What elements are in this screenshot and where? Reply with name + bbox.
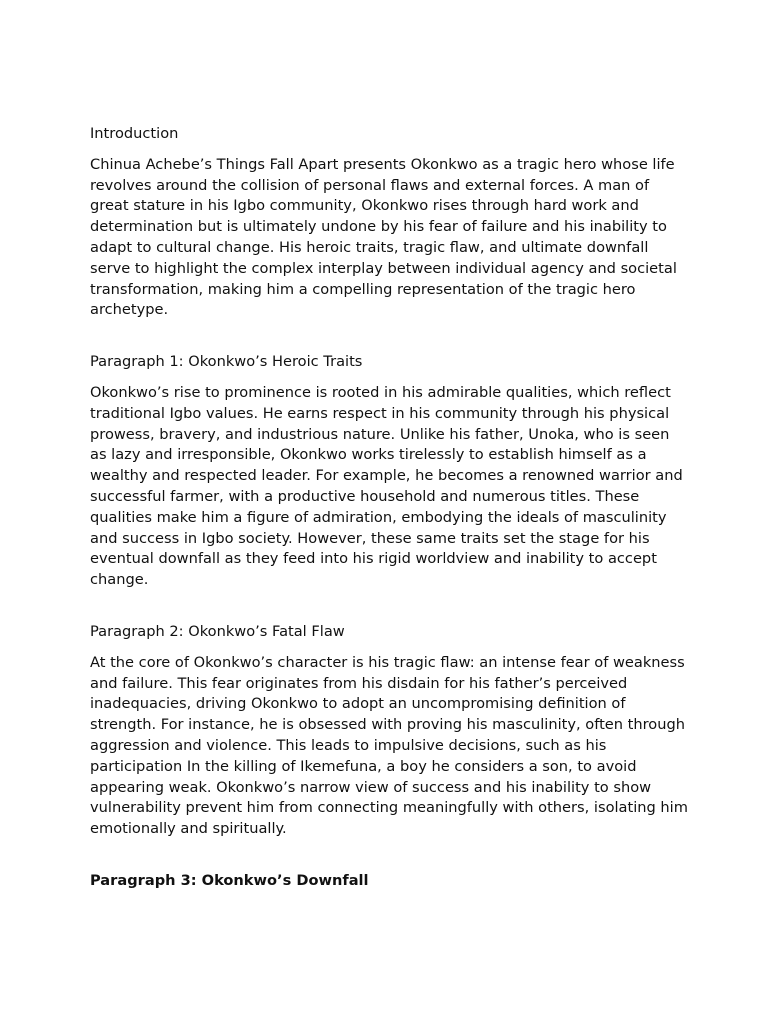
paragraph-1-text: Okonkwo’s rise to prominence is rooted in his admirable qualities, which reflect traditional Igbo values. He earns respect in his community through his physical prowess, bravery, and industrious nature. Unlike his father, Unoka, who is seen as lazy and irresponsible, Okonkwo works tirelessly to establish himself as a wealthy and respected leader. For example, he becomes a renowned warrior and successful farmer, with a productive household and numerous titles. These qualities make him a figure of admiration, embodying the ideals of masculinity and success in Igbo society. However, these same traits set the stage for his eventual downfall as they feed into his rigid worldview and inability to accept change.: [90, 383, 683, 589]
section-spacer: [90, 591, 690, 622]
paragraph-2-text: At the core of Okonkwo’s character is his tragic flaw: an intense fear of weakness and failure. This fear originates from his disdain for his father’s perceived inadequacies, driving Okonkwo to adopt an uncompromising definition of strength. For instance, he is obsessed with proving his masculinity, often through aggression and violence. This leads to impulsive decisions, such as his participation In the killing of Ikemefuna, a boy he considers a son, to avoid appearing weak. Okonkwo’s narrow view of success and his inability to show vulnerability prevent him from connecting meaningfully with others, isolating him emotionally and spiritually.: [90, 653, 688, 838]
document-page: [90, 124, 690, 892]
section-spacer: [90, 840, 690, 871]
section-spacer: [90, 321, 690, 352]
intro-paragraph: Chinua Achebe’s Things Fall Apart presents Okonkwo as a tragic hero whose life revolves around the collision of personal flaws and external forces. A man of great stature in his Igbo community, Okonkwo rises through hard work and determination but is ultimately undone by his fear of failure and his inability to adapt to cultural change. His heroic traits, tragic flaw, and ultimate downfall serve to highlight the complex interplay between individual agency and societal transformation, making him a compelling representation of the tragic hero archetype.: [90, 155, 677, 319]
intro-heading: Introduction: [90, 125, 179, 142]
paragraph-2-heading: Paragraph 2: Okonkwo’s Fatal Flaw: [90, 622, 345, 640]
paragraph-3-heading: Paragraph 3: Okonkwo’s Downfall: [90, 871, 369, 889]
paragraph-1-heading: Paragraph 1: Okonkwo’s Heroic Traits: [90, 353, 363, 371]
